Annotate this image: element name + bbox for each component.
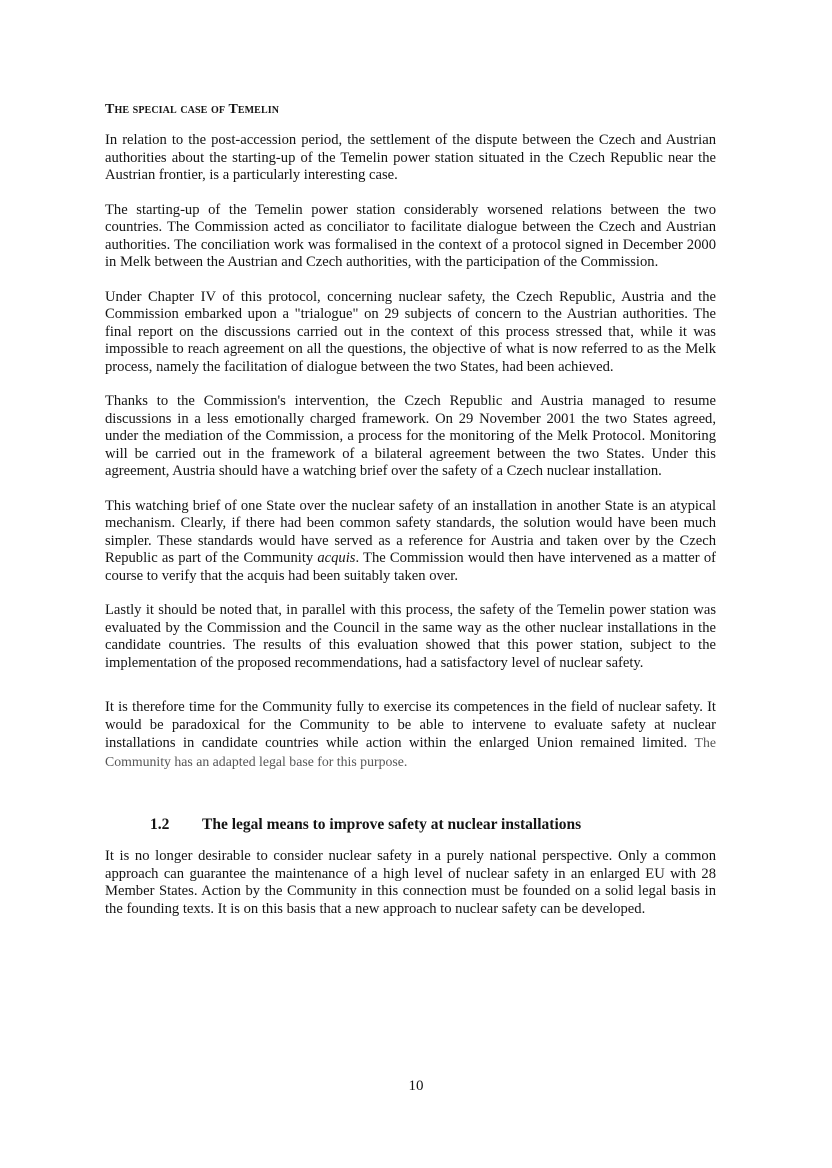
- paragraph-5: [105, 498, 716, 586]
- paragraph-8: It is no longer desirable to consider nuclear safety in a purely national perspective. Only a common approach can guarantee the maintenance of a high level of nuclear safety in an enlarged EU with 28 Member States. Action by the Community in this connection must be founded on a solid legal basis in the founding texts. It is on this basis that a new approach to nuclear safety can be developed.: [105, 848, 716, 917]
- section-title: The special case of Temelin: [105, 102, 280, 117]
- paragraph-1: In relation to the post-accession period, the settlement of the dispute between the Czech and Austrian authorities about the starting-up of the Temelin power station situated in the Czech Republic near the Austrian frontier, is a particularly interesting case.: [105, 132, 716, 183]
- acquis-italic: acquis: [317, 550, 356, 566]
- paragraph-7-grey-text: The Community has an adapted legal base for this purpose.: [105, 735, 716, 769]
- section-heading: [150, 816, 716, 834]
- page-content: [105, 102, 716, 935]
- page-number: 10: [408, 1078, 424, 1094]
- paragraph-6: Lastly it should be noted that, in parallel with this process, the safety of the Temelin power station was evaluated by the Commission and the Council in the same way as the other nuclear installations in the candidate countries. The results of this evaluation showed that this power station, subject to the implementation of the proposed recommendations, had a satisfactory level of nuclear safety.: [105, 602, 716, 671]
- paragraph-7: [105, 699, 716, 771]
- paragraph-3: Under Chapter IV of this protocol, concerning nuclear safety, the Czech Republic, Austria and the Commission embarked upon a "trialogue" on 29 subjects of concern to the Austrian authorities. The final report on the discussions carried out in the context of this process stressed that, while it was impossible to reach agreement on all the questions, the objective of what is now referred to as the Melk process, namely the facilitation of dialogue between the two States, had been achieved.: [105, 288, 716, 375]
- paragraph-5-text-a: This watching brief of one State over the nuclear safety of an installation in another State is an atypical mechanism. Clearly, if there had been common safety standards, the solution would have been much simpler. These standards would have served as a reference for Austria and taken over by the Czech Republic as part of the Community: [105, 497, 716, 566]
- paragraph-5-text-b: . The Commission would then have intervened as a matter of course to verify that the acquis had been suitably taken over.: [105, 550, 716, 584]
- section-number: 1.2: [150, 816, 170, 833]
- section-heading-text: The legal means to improve safety at nuclear installations: [202, 816, 582, 833]
- paragraph-7-text: It is therefore time for the Community fully to exercise its competences in the field of nuclear safety. It would be paradoxical for the Community to be able to intervene to evaluate safety at nuclear installations in candidate countries while action within the enlarged Union remained limited.: [105, 699, 716, 751]
- paragraph-2: The starting-up of the Temelin power station considerably worsened relations between the two countries. The Commission acted as conciliator to facilitate dialogue between the Czech and Austrian authorities. The conciliation work was formalised in the context of a protocol signed in December 2000 in Melk between the Austrian and Czech authorities, with the participation of the Commission.: [105, 201, 716, 270]
- paragraph-4: Thanks to the Commission's intervention, the Czech Republic and Austria managed to resume discussions in a less emotionally charged framework. On 29 November 2001 the two States agreed, under the mediation of the Commission, a process for the monitoring of the Melk Protocol. Monitoring will be carried out in the framework of a bilateral agreement between the two States. Under this agreement, Austria should have a watching brief over the safety of a Czech nuclear installation.: [105, 393, 716, 479]
